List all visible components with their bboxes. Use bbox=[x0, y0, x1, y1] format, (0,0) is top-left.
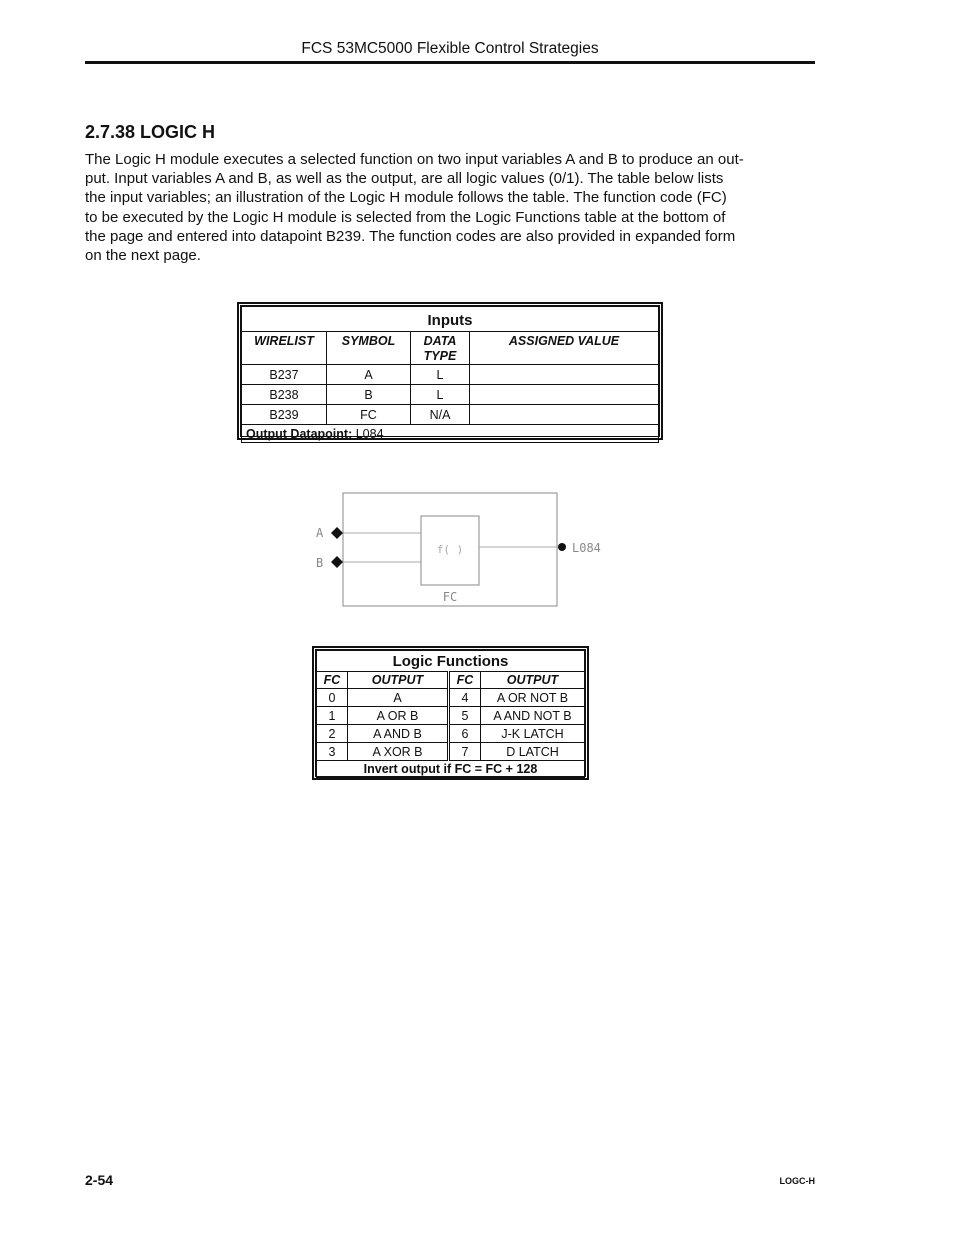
cell-fc: 2 bbox=[317, 725, 348, 743]
cell-output: A OR NOT B bbox=[481, 689, 585, 707]
cell-symbol: A bbox=[327, 365, 411, 385]
col-header-data-type-line: TYPE bbox=[423, 349, 457, 363]
input-b-label: B bbox=[316, 556, 324, 570]
footer-code: LOGC-H bbox=[779, 1176, 815, 1186]
body-line: put. Input variables A and B, as well as the output, are all logic values (0/1). The table below lists bbox=[85, 170, 724, 188]
body-line: the input variables; an illustration of the Logic H module follows the table. The function code (FC) bbox=[85, 189, 727, 207]
output-label: L084 bbox=[572, 541, 601, 555]
cell-output: A AND NOT B bbox=[481, 707, 585, 725]
col-header-fc: FC bbox=[449, 672, 481, 689]
output-datapoint-value: L084 bbox=[355, 426, 384, 441]
cell-symbol: FC bbox=[327, 405, 411, 425]
col-header-output: OUTPUT bbox=[481, 672, 585, 689]
col-header-data-type bbox=[411, 332, 470, 365]
table-row bbox=[317, 743, 585, 761]
cell-data-type: L bbox=[411, 385, 470, 405]
cell-output: A XOR B bbox=[348, 743, 449, 761]
body-line: The Logic H module executes a selected function on two input variables A and B to produce an out- bbox=[85, 151, 744, 168]
cell-assigned-value bbox=[470, 385, 659, 405]
table-row bbox=[242, 405, 659, 425]
cell-output: D LATCH bbox=[481, 743, 585, 761]
logic-functions-caption: Logic Functions bbox=[317, 651, 585, 672]
col-header-fc: FC bbox=[317, 672, 348, 689]
fc-label: FC bbox=[442, 590, 458, 604]
body-line: to be executed by the Logic H module is selected from the Logic Functions table at the bottom of bbox=[85, 208, 726, 226]
table-row bbox=[317, 689, 585, 707]
function-block-label: f( ) bbox=[436, 543, 464, 556]
cell-output: A bbox=[348, 689, 449, 707]
logic-h-diagram bbox=[300, 485, 620, 615]
logic-functions-table bbox=[316, 650, 585, 778]
input-a-diamond-icon bbox=[331, 527, 343, 539]
col-header-data-type-line: DATA bbox=[423, 334, 457, 348]
cell-fc: 0 bbox=[317, 689, 348, 707]
cell-fc: 3 bbox=[317, 743, 348, 761]
section-body bbox=[85, 150, 817, 265]
cell-fc: 4 bbox=[449, 689, 481, 707]
table-row bbox=[242, 385, 659, 405]
logic-functions-footer: Invert output if FC = FC + 128 bbox=[317, 761, 585, 778]
cell-wirelist: B237 bbox=[242, 365, 327, 385]
cell-output: J-K LATCH bbox=[481, 725, 585, 743]
cell-fc: 6 bbox=[449, 725, 481, 743]
inputs-table-caption: Inputs bbox=[242, 307, 659, 332]
table-row bbox=[242, 365, 659, 385]
header-rule bbox=[85, 61, 815, 64]
body-line: on the next page. bbox=[85, 247, 201, 265]
logic-functions-frame bbox=[312, 646, 589, 780]
cell-data-type: L bbox=[411, 365, 470, 385]
cell-wirelist: B238 bbox=[242, 385, 327, 405]
section-title: 2.7.38 LOGIC H bbox=[85, 122, 216, 142]
output-datapoint-label: Output Datapoint: bbox=[246, 426, 353, 441]
cell-fc: 1 bbox=[317, 707, 348, 725]
input-a-label: A bbox=[316, 526, 324, 540]
inputs-table-frame bbox=[237, 302, 663, 440]
output-dot-icon bbox=[558, 543, 566, 551]
cell-fc: 5 bbox=[449, 707, 481, 725]
cell-assigned-value bbox=[470, 365, 659, 385]
cell-assigned-value bbox=[470, 405, 659, 425]
cell-wirelist: B239 bbox=[242, 405, 327, 425]
cell-fc: 7 bbox=[449, 743, 481, 761]
output-datapoint-row bbox=[242, 425, 659, 443]
cell-output: A OR B bbox=[348, 707, 449, 725]
col-header-output: OUTPUT bbox=[348, 672, 449, 689]
col-header-symbol: SYMBOL bbox=[327, 332, 411, 365]
cell-symbol: B bbox=[327, 385, 411, 405]
page-header-title: FCS 53MC5000 Flexible Control Strategies bbox=[301, 40, 599, 57]
col-header-wirelist: WIRELIST bbox=[242, 332, 327, 365]
body-line: the page and entered into datapoint B239. The function codes are also provided in expanded form bbox=[85, 227, 736, 245]
inputs-table bbox=[241, 306, 659, 443]
col-header-assigned-value: ASSIGNED VALUE bbox=[470, 332, 659, 365]
table-row bbox=[317, 725, 585, 743]
cell-output: A AND B bbox=[348, 725, 449, 743]
table-row bbox=[317, 707, 585, 725]
page-number: 2-54 bbox=[85, 1172, 114, 1188]
cell-data-type: N/A bbox=[411, 405, 470, 425]
input-b-diamond-icon bbox=[331, 556, 343, 568]
